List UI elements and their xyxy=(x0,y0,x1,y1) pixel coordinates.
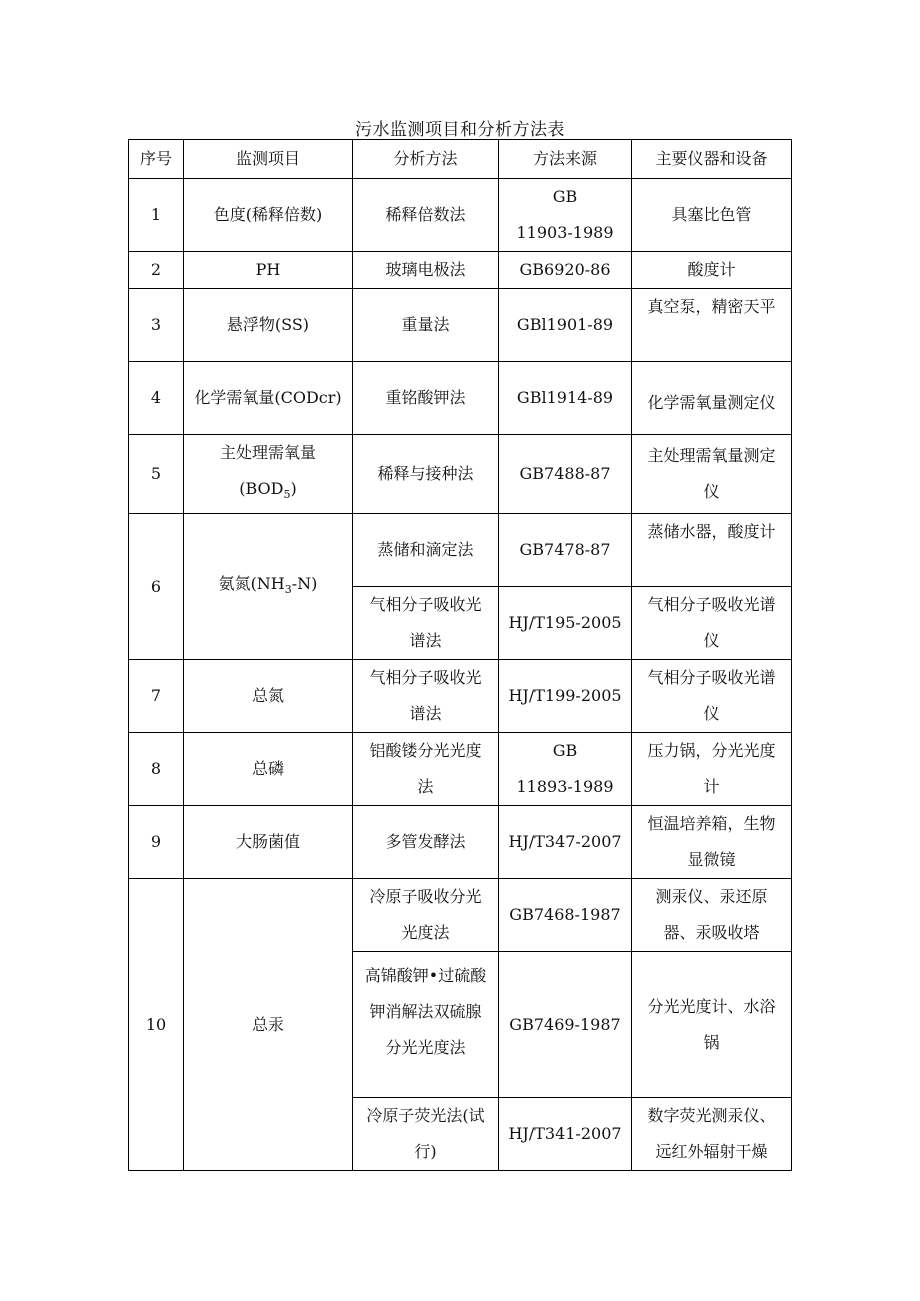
table-row xyxy=(129,879,792,952)
row-source: GB7488-87 xyxy=(499,435,632,514)
row-equipment: 酸度计 xyxy=(632,252,792,289)
row-no: 1 xyxy=(129,179,184,252)
row-item: 氨氮$(NH_3-N)$ xyxy=(184,514,353,660)
row-item: 总磷 xyxy=(184,733,353,806)
table-row xyxy=(129,733,792,806)
row-method: 冷原子荧光法(试 行) xyxy=(353,1098,499,1171)
header-method: 分析方法 xyxy=(353,140,499,179)
row-method: 稀释倍数法 xyxy=(353,179,499,252)
row-equipment: 气相分子吸收光谱 仪 xyxy=(632,660,792,733)
table-header-row xyxy=(129,140,792,179)
row-source: HJ/T195-2005 xyxy=(499,587,632,660)
row-equipment: 蒸储水器，酸度计 xyxy=(632,514,792,587)
row-method: 铝酸镂分光光度 法 xyxy=(353,733,499,806)
table-row xyxy=(129,435,792,514)
header-source: 方法来源 xyxy=(499,140,632,179)
row-equipment: 真空泵，精密天平 xyxy=(632,289,792,362)
row-no: 2 xyxy=(129,252,184,289)
row-method: 冷原子吸收分光 光度法 xyxy=(353,879,499,952)
table-row xyxy=(129,660,792,733)
row-no: 7 xyxy=(129,660,184,733)
row-source: HJ/T347-2007 xyxy=(499,806,632,879)
row-source: GB7469-1987 xyxy=(499,952,632,1098)
table-row xyxy=(129,362,792,435)
row-method: 气相分子吸收光 谱法 xyxy=(353,660,499,733)
row-no: 5 xyxy=(129,435,184,514)
row-equipment: 主处理需氧量测定 仪 xyxy=(632,435,792,514)
header-no: 序号 xyxy=(129,140,184,179)
row-item: PH xyxy=(184,252,353,289)
row-method: 蒸储和滴定法 xyxy=(353,514,499,587)
row-method: 玻璃电极法 xyxy=(353,252,499,289)
row-equipment: 具塞比色管 xyxy=(632,179,792,252)
row-equipment: 气相分子吸收光谱 仪 xyxy=(632,587,792,660)
row-no: 3 xyxy=(129,289,184,362)
row-equipment: 压力锅，分光光度 计 xyxy=(632,733,792,806)
row-source: HJ/T341-2007 xyxy=(499,1098,632,1171)
row-no: 10 xyxy=(129,879,184,1171)
row-source: GBl1914-89 xyxy=(499,362,632,435)
row-source: GB6920-86 xyxy=(499,252,632,289)
table-row xyxy=(129,289,792,362)
row-item: 化学需氧量(CODcr) xyxy=(184,362,353,435)
row-equipment: 恒温培养箱，生物 显微镜 xyxy=(632,806,792,879)
row-item: 色度(稀释倍数) xyxy=(184,179,353,252)
row-method: 稀释与接种法 xyxy=(353,435,499,514)
row-equipment: 化学需氧量测定仪 xyxy=(632,362,792,435)
page-title: 污水监测项目和分析方法表 xyxy=(355,120,565,140)
header-item: 监测项目 xyxy=(184,140,353,179)
row-method: 高锦酸钾•过硫酸 钾消解法双硫腺 分光光度法 xyxy=(353,952,499,1098)
row-item: 大肠菌值 xyxy=(184,806,353,879)
row-no: 4 xyxy=(129,362,184,435)
row-source: GB 11893-1989 xyxy=(499,733,632,806)
row-equipment: 测汞仪、汞还原 器、汞吸收塔 xyxy=(632,879,792,952)
row-method: 重量法 xyxy=(353,289,499,362)
monitoring-table xyxy=(128,139,792,1171)
row-item: 总汞 xyxy=(184,879,353,1171)
row-no: 9 xyxy=(129,806,184,879)
row-source: GBl1901-89 xyxy=(499,289,632,362)
row-item: 总氮 xyxy=(184,660,353,733)
row-source: GB7468-1987 xyxy=(499,879,632,952)
row-method: 重铭酸钾法 xyxy=(353,362,499,435)
row-method: 气相分子吸收光 谱法 xyxy=(353,587,499,660)
header-equipment: 主要仪器和设备 xyxy=(632,140,792,179)
row-method: 多管发酵法 xyxy=(353,806,499,879)
row-item: 悬浮物(SS) xyxy=(184,289,353,362)
row-item: 主处理需氧量 $(BOD_5)$ xyxy=(184,435,353,514)
table-row xyxy=(129,179,792,252)
row-equipment: 数字荧光测汞仪、 远红外辐射干燥 xyxy=(632,1098,792,1171)
row-no: 8 xyxy=(129,733,184,806)
row-source: HJ/T199-2005 xyxy=(499,660,632,733)
row-equipment: 分光光度计、水浴 锅 xyxy=(632,952,792,1098)
table-row xyxy=(129,252,792,289)
table-row xyxy=(129,514,792,587)
row-no: 6 xyxy=(129,514,184,660)
row-source: GB7478-87 xyxy=(499,514,632,587)
table-row xyxy=(129,806,792,879)
row-source: GB 11903-1989 xyxy=(499,179,632,252)
